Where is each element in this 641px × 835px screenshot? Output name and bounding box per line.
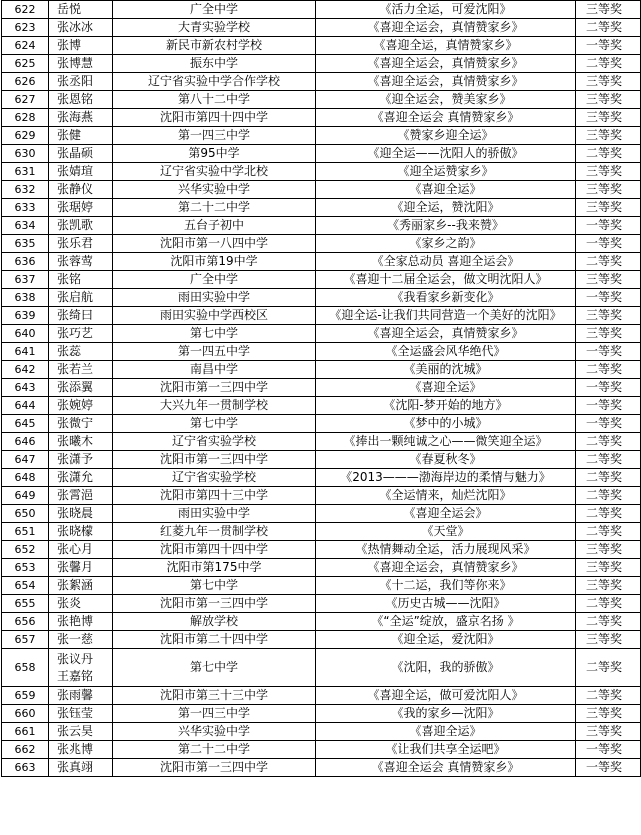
table-row xyxy=(2,541,641,559)
row-number-cell: 640 xyxy=(2,325,49,343)
row-number-cell: 646 xyxy=(2,433,49,451)
work-title-cell: 《春夏秋冬》 xyxy=(316,451,576,469)
prize-cell: 二等奖 xyxy=(576,361,641,379)
work-title-cell: 《沈阳-梦开始的地方》 xyxy=(316,397,576,415)
table-row xyxy=(2,217,641,235)
student-name-cell: 张晓晨 xyxy=(49,505,113,523)
student-name-cell: 张健 xyxy=(49,127,113,145)
student-name-cell: 张蓉莺 xyxy=(49,253,113,271)
row-number-cell: 649 xyxy=(2,487,49,505)
work-title-cell: 《喜迎全运会，真情赞家乡》 xyxy=(316,559,576,577)
prize-cell: 二等奖 xyxy=(576,505,641,523)
row-number-cell: 644 xyxy=(2,397,49,415)
row-number-cell: 630 xyxy=(2,145,49,163)
prize-cell: 二等奖 xyxy=(576,55,641,73)
table-row xyxy=(2,397,641,415)
row-number-cell: 650 xyxy=(2,505,49,523)
row-number-cell: 647 xyxy=(2,451,49,469)
work-title-cell: 《喜迎全运会，真情赞家乡》 xyxy=(316,19,576,37)
work-title-cell: 《喜迎全运会 真情赞家乡》 xyxy=(316,109,576,127)
school-cell: 红菱九年一贯制学校 xyxy=(113,523,316,541)
student-name-cell: 张巧艺 xyxy=(49,325,113,343)
row-number-cell: 638 xyxy=(2,289,49,307)
prize-cell: 三等奖 xyxy=(576,631,641,649)
prize-cell: 二等奖 xyxy=(576,451,641,469)
prize-cell: 三等奖 xyxy=(576,163,641,181)
prize-cell: 三等奖 xyxy=(576,541,641,559)
work-title-cell: 《全运盛会风华绝代》 xyxy=(316,343,576,361)
row-number-cell: 663 xyxy=(2,759,49,777)
student-name-cell: 张潇允 xyxy=(49,469,113,487)
work-title-cell: 《天堂》 xyxy=(316,523,576,541)
student-name-cell: 张霄浥 xyxy=(49,487,113,505)
student-name-cell: 岳悦 xyxy=(49,1,113,19)
work-title-cell: 《家乡之韵》 xyxy=(316,235,576,253)
school-cell: 沈阳市第四十四中学 xyxy=(113,109,316,127)
student-name-cell: 张凯歌 xyxy=(49,217,113,235)
table-row xyxy=(2,523,641,541)
row-number-cell: 624 xyxy=(2,37,49,55)
school-cell: 新民市新农村学校 xyxy=(113,37,316,55)
school-cell: 第95中学 xyxy=(113,145,316,163)
work-title-cell: 《十二运，我们等你来》 xyxy=(316,577,576,595)
school-cell: 广全中学 xyxy=(113,1,316,19)
school-cell: 辽宁省实验中学合作学校 xyxy=(113,73,316,91)
school-cell: 第七中学 xyxy=(113,415,316,433)
school-cell: 沈阳市第四十三中学 xyxy=(113,487,316,505)
row-number-cell: 648 xyxy=(2,469,49,487)
school-cell: 第一四五中学 xyxy=(113,343,316,361)
school-cell: 辽宁省实验学校 xyxy=(113,469,316,487)
work-title-cell: 《“全运”绽放，盛京名扬 》 xyxy=(316,613,576,631)
student-name-cell: 张艳博 xyxy=(49,613,113,631)
school-cell: 南昌中学 xyxy=(113,361,316,379)
school-cell: 第七中学 xyxy=(113,325,316,343)
table-row xyxy=(2,433,641,451)
table-row xyxy=(2,631,641,649)
school-cell: 第一四三中学 xyxy=(113,127,316,145)
award-table-body xyxy=(2,1,641,777)
table-row xyxy=(2,145,641,163)
table-row xyxy=(2,741,641,759)
work-title-cell: 《喜迎全运，做可爱沈阳人》 xyxy=(316,687,576,705)
prize-cell: 一等奖 xyxy=(576,289,641,307)
prize-cell: 二等奖 xyxy=(576,613,641,631)
row-number-cell: 645 xyxy=(2,415,49,433)
student-name-cell: 张冰冰 xyxy=(49,19,113,37)
prize-cell: 二等奖 xyxy=(576,433,641,451)
table-row xyxy=(2,289,641,307)
prize-cell: 二等奖 xyxy=(576,687,641,705)
student-name-cell: 张心月 xyxy=(49,541,113,559)
student-name-cell: 张琚婷 xyxy=(49,199,113,217)
prize-cell: 三等奖 xyxy=(576,1,641,19)
prize-cell: 二等奖 xyxy=(576,253,641,271)
school-cell: 沈阳市第一三四中学 xyxy=(113,595,316,613)
student-name-cell: 张海燕 xyxy=(49,109,113,127)
student-name-cell: 张若兰 xyxy=(49,361,113,379)
work-title-cell: 《喜迎全运》 xyxy=(316,723,576,741)
table-row xyxy=(2,19,641,37)
school-cell: 沈阳市第19中学 xyxy=(113,253,316,271)
table-row xyxy=(2,415,641,433)
school-cell: 第一四三中学 xyxy=(113,705,316,723)
school-cell: 沈阳市第三十三中学 xyxy=(113,687,316,705)
table-row xyxy=(2,595,641,613)
table-row xyxy=(2,91,641,109)
table-row xyxy=(2,687,641,705)
work-title-cell: 《喜迎全运，真情赞家乡》 xyxy=(316,37,576,55)
row-number-cell: 631 xyxy=(2,163,49,181)
prize-cell: 三等奖 xyxy=(576,127,641,145)
work-title-cell: 《喜迎全运》 xyxy=(316,379,576,397)
school-cell: 第八十二中学 xyxy=(113,91,316,109)
student-name-cell: 张晓檬 xyxy=(49,523,113,541)
table-row xyxy=(2,181,641,199)
school-cell: 沈阳市第一三四中学 xyxy=(113,759,316,777)
student-name-cell: 张真翊 xyxy=(49,759,113,777)
row-number-cell: 637 xyxy=(2,271,49,289)
row-number-cell: 655 xyxy=(2,595,49,613)
student-name-cell: 张晶硕 xyxy=(49,145,113,163)
work-title-cell: 《让我们共享全运吧》 xyxy=(316,741,576,759)
row-number-cell: 639 xyxy=(2,307,49,325)
table-row xyxy=(2,649,641,687)
work-title-cell: 《喜迎全运会，真情赞家乡》 xyxy=(316,325,576,343)
school-cell: 雨田实验中学西校区 xyxy=(113,307,316,325)
table-row xyxy=(2,343,641,361)
student-name-cell: 张议丹 王嘉铭 xyxy=(49,649,113,687)
prize-cell: 一等奖 xyxy=(576,343,641,361)
work-title-cell: 《全家总动员 喜迎全运会》 xyxy=(316,253,576,271)
prize-cell: 二等奖 xyxy=(576,487,641,505)
work-title-cell: 《迎全运-让我们共同营造一个美好的沈阳》 xyxy=(316,307,576,325)
table-row xyxy=(2,1,641,19)
award-table xyxy=(1,0,641,777)
school-cell: 沈阳市第175中学 xyxy=(113,559,316,577)
student-name-cell: 张婧瑄 xyxy=(49,163,113,181)
school-cell: 雨田实验中学 xyxy=(113,505,316,523)
school-cell: 辽宁省实验中学北校 xyxy=(113,163,316,181)
prize-cell: 一等奖 xyxy=(576,235,641,253)
prize-cell: 三等奖 xyxy=(576,723,641,741)
student-name-cell: 张钰莹 xyxy=(49,705,113,723)
work-title-cell: 《喜迎全运会，真情赞家乡》 xyxy=(316,73,576,91)
student-name-cell: 张添翼 xyxy=(49,379,113,397)
work-title-cell: 《活力全运，可爱沈阳》 xyxy=(316,1,576,19)
school-cell: 沈阳市第一三四中学 xyxy=(113,379,316,397)
table-row xyxy=(2,705,641,723)
work-title-cell: 《我看家乡新变化》 xyxy=(316,289,576,307)
row-number-cell: 653 xyxy=(2,559,49,577)
work-title-cell: 《迎全运，爱沈阳》 xyxy=(316,631,576,649)
work-title-cell: 《捧出一颗纯诚之心——微笑迎全运》 xyxy=(316,433,576,451)
table-row xyxy=(2,55,641,73)
prize-cell: 二等奖 xyxy=(576,469,641,487)
prize-cell: 三等奖 xyxy=(576,705,641,723)
student-name-cell: 张微宁 xyxy=(49,415,113,433)
table-row xyxy=(2,199,641,217)
student-name-cell: 张曦木 xyxy=(49,433,113,451)
row-number-cell: 654 xyxy=(2,577,49,595)
prize-cell: 一等奖 xyxy=(576,37,641,55)
table-row xyxy=(2,127,641,145)
table-row xyxy=(2,759,641,777)
work-title-cell: 《迎全运赞家乡》 xyxy=(316,163,576,181)
row-number-cell: 633 xyxy=(2,199,49,217)
table-row xyxy=(2,613,641,631)
prize-cell: 三等奖 xyxy=(576,307,641,325)
student-name-cell: 张云昊 xyxy=(49,723,113,741)
prize-cell: 三等奖 xyxy=(576,325,641,343)
school-cell: 振东中学 xyxy=(113,55,316,73)
prize-cell: 三等奖 xyxy=(576,181,641,199)
prize-cell: 三等奖 xyxy=(576,271,641,289)
row-number-cell: 652 xyxy=(2,541,49,559)
row-number-cell: 632 xyxy=(2,181,49,199)
school-cell: 解放学校 xyxy=(113,613,316,631)
table-row xyxy=(2,361,641,379)
student-name-cell: 张绮曰 xyxy=(49,307,113,325)
student-name-cell: 张蕊 xyxy=(49,343,113,361)
student-name-cell: 张静仪 xyxy=(49,181,113,199)
prize-cell: 一等奖 xyxy=(576,415,641,433)
prize-cell: 一等奖 xyxy=(576,741,641,759)
prize-cell: 一等奖 xyxy=(576,217,641,235)
row-number-cell: 660 xyxy=(2,705,49,723)
school-cell: 第二十二中学 xyxy=(113,741,316,759)
table-row xyxy=(2,379,641,397)
student-name-cell: 张启航 xyxy=(49,289,113,307)
work-title-cell: 《2013———渤海岸边的柔情与魅力》 xyxy=(316,469,576,487)
work-title-cell: 《全运情来，灿烂沈阳》 xyxy=(316,487,576,505)
table-row xyxy=(2,451,641,469)
school-cell: 五台子初中 xyxy=(113,217,316,235)
work-title-cell: 《秀丽家乡--我来赞》 xyxy=(316,217,576,235)
prize-cell: 二等奖 xyxy=(576,649,641,687)
row-number-cell: 623 xyxy=(2,19,49,37)
work-title-cell: 《喜迎十二届全运会，做文明沈阳人》 xyxy=(316,271,576,289)
table-row xyxy=(2,723,641,741)
work-title-cell: 《迎全运，赞沈阳》 xyxy=(316,199,576,217)
work-title-cell: 《美丽的沈城》 xyxy=(316,361,576,379)
school-cell: 沈阳市第一八四中学 xyxy=(113,235,316,253)
school-cell: 沈阳市第四十四中学 xyxy=(113,541,316,559)
school-cell: 第二十二中学 xyxy=(113,199,316,217)
school-cell: 沈阳市第一三四中学 xyxy=(113,451,316,469)
prize-cell: 二等奖 xyxy=(576,595,641,613)
student-name-cell: 张婉婷 xyxy=(49,397,113,415)
row-number-cell: 635 xyxy=(2,235,49,253)
row-number-cell: 641 xyxy=(2,343,49,361)
table-row xyxy=(2,559,641,577)
table-row xyxy=(2,235,641,253)
school-cell: 兴华实验中学 xyxy=(113,181,316,199)
student-name-cell: 张炎 xyxy=(49,595,113,613)
prize-cell: 二等奖 xyxy=(576,145,641,163)
row-number-cell: 659 xyxy=(2,687,49,705)
school-cell: 第七中学 xyxy=(113,577,316,595)
row-number-cell: 658 xyxy=(2,649,49,687)
prize-cell: 三等奖 xyxy=(576,91,641,109)
prize-cell: 三等奖 xyxy=(576,559,641,577)
work-title-cell: 《梦中的小城》 xyxy=(316,415,576,433)
row-number-cell: 622 xyxy=(2,1,49,19)
prize-cell: 一等奖 xyxy=(576,379,641,397)
school-cell: 大青实验学校 xyxy=(113,19,316,37)
prize-cell: 三等奖 xyxy=(576,199,641,217)
school-cell: 第七中学 xyxy=(113,649,316,687)
work-title-cell: 《喜迎全运会，真情赞家乡》 xyxy=(316,55,576,73)
school-cell: 广全中学 xyxy=(113,271,316,289)
row-number-cell: 656 xyxy=(2,613,49,631)
row-number-cell: 642 xyxy=(2,361,49,379)
work-title-cell: 《喜迎全运会 真情赞家乡》 xyxy=(316,759,576,777)
prize-cell: 三等奖 xyxy=(576,73,641,91)
row-number-cell: 636 xyxy=(2,253,49,271)
school-cell: 辽宁省实验学校 xyxy=(113,433,316,451)
school-cell: 兴华实验中学 xyxy=(113,723,316,741)
student-name-cell: 张博慧 xyxy=(49,55,113,73)
prize-cell: 二等奖 xyxy=(576,19,641,37)
table-row xyxy=(2,109,641,127)
student-name-cell: 张兆博 xyxy=(49,741,113,759)
row-number-cell: 643 xyxy=(2,379,49,397)
student-name-cell: 张潇予 xyxy=(49,451,113,469)
table-row xyxy=(2,271,641,289)
table-row xyxy=(2,505,641,523)
work-title-cell: 《我的家乡—沈阳》 xyxy=(316,705,576,723)
row-number-cell: 651 xyxy=(2,523,49,541)
school-cell: 大兴九年一贯制学校 xyxy=(113,397,316,415)
work-title-cell: 《迎全运会，赞美家乡》 xyxy=(316,91,576,109)
work-title-cell: 《喜迎全运》 xyxy=(316,181,576,199)
row-number-cell: 625 xyxy=(2,55,49,73)
table-row xyxy=(2,37,641,55)
row-number-cell: 657 xyxy=(2,631,49,649)
student-name-cell: 张一慈 xyxy=(49,631,113,649)
table-row xyxy=(2,73,641,91)
row-number-cell: 661 xyxy=(2,723,49,741)
row-number-cell: 626 xyxy=(2,73,49,91)
work-title-cell: 《历史古城——沈阳》 xyxy=(316,595,576,613)
row-number-cell: 628 xyxy=(2,109,49,127)
work-title-cell: 《沈阳，我的骄傲》 xyxy=(316,649,576,687)
row-number-cell: 662 xyxy=(2,741,49,759)
work-title-cell: 《热情舞动全运，活力展现风采》 xyxy=(316,541,576,559)
row-number-cell: 627 xyxy=(2,91,49,109)
table-row xyxy=(2,253,641,271)
student-name-cell: 张馨月 xyxy=(49,559,113,577)
table-row xyxy=(2,469,641,487)
table-row xyxy=(2,487,641,505)
student-name-cell: 张博 xyxy=(49,37,113,55)
student-name-cell: 张恩铭 xyxy=(49,91,113,109)
student-name-cell: 张丞阳 xyxy=(49,73,113,91)
prize-cell: 一等奖 xyxy=(576,759,641,777)
prize-cell: 一等奖 xyxy=(576,397,641,415)
student-name-cell: 张雨馨 xyxy=(49,687,113,705)
student-name-cell: 张铭 xyxy=(49,271,113,289)
table-row xyxy=(2,325,641,343)
work-title-cell: 《迎全运——沈阳人的骄傲》 xyxy=(316,145,576,163)
row-number-cell: 629 xyxy=(2,127,49,145)
row-number-cell: 634 xyxy=(2,217,49,235)
prize-cell: 三等奖 xyxy=(576,577,641,595)
student-name-cell: 张絮涵 xyxy=(49,577,113,595)
table-row xyxy=(2,307,641,325)
prize-cell: 三等奖 xyxy=(576,109,641,127)
work-title-cell: 《喜迎全运会》 xyxy=(316,505,576,523)
table-row xyxy=(2,163,641,181)
prize-cell: 二等奖 xyxy=(576,523,641,541)
school-cell: 雨田实验中学 xyxy=(113,289,316,307)
school-cell: 沈阳市第二十四中学 xyxy=(113,631,316,649)
work-title-cell: 《赞家乡迎全运》 xyxy=(316,127,576,145)
student-name-cell: 张乐君 xyxy=(49,235,113,253)
table-row xyxy=(2,577,641,595)
